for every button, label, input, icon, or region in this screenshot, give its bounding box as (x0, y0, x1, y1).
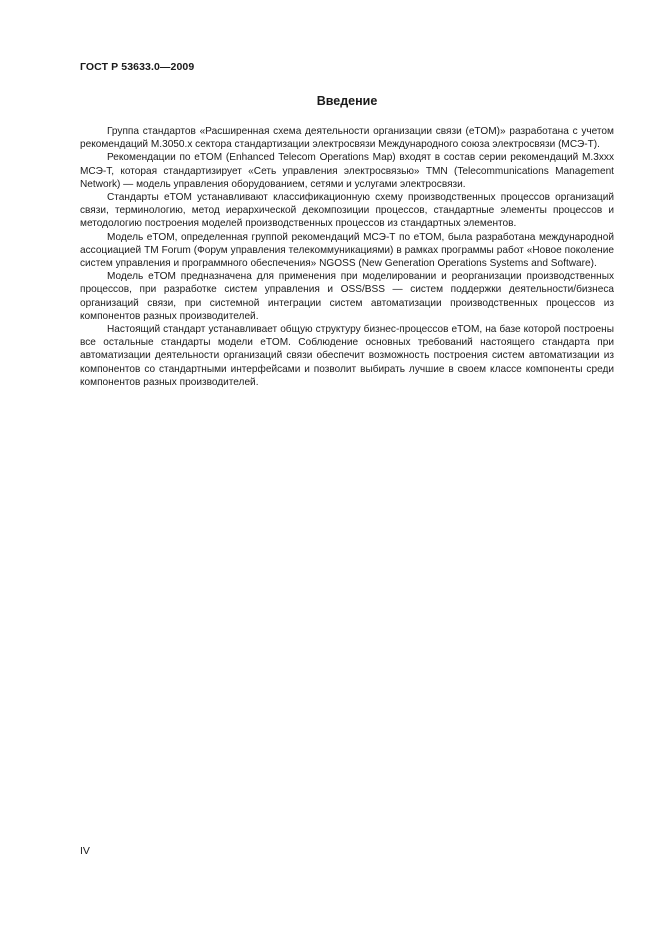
paragraph: Модель eTOM предназначена для применения при моделировании и реорганизации производственных процессов, при разработке систем управления и OSS/BSS — систем поддержки деятельности/бизнеса организаций связи, при системной интеграции систем автоматизации производственных процессов из компонентов разных производителей. (80, 271, 614, 322)
page-number: IV (80, 845, 90, 857)
section-title: Введение (316, 94, 378, 108)
standard-header: ГОСТ Р 53633.0—2009 (80, 61, 195, 73)
paragraph: Настоящий стандарт устанавливает общую структуру бизнес-процессов eTOM, на базе которой построены все остальные стандарты модели eTOM. Соблюдение основных требований настоящего стандарта при автоматизации деятельности организаций связи обеспечит возможность построения систем автоматизации из компонентов со стандартными интерфейсами и позволит выбирать лучшие в своем классе компоненты среди компонентов разных производителей. (80, 324, 614, 388)
paragraph: Рекомендации по eTOM (Enhanced Telecom Operations Map) входят в состав серии рекомендаций M.3xxx МСЭ-Т, которая стандартизирует «Сеть управления электросвязью» TMN (Telecommunications Management Network) — модель управления оборудованием, сетями и услугами электросвязи. (80, 152, 614, 190)
body-text (80, 125, 614, 389)
paragraph: Стандарты eTOM устанавливают классификационную схему производственных процессов организаций связи, терминологию, метод иерархической декомпозиции процессов, стандартные элементы процессов и методологию построения моделей производственных процессов из стандартных элементов. (80, 192, 614, 230)
paragraph: Группа стандартов «Расширенная схема деятельности организации связи (eTOM)» разработана с учетом рекомендаций M.3050.x сектора стандартизации электросвязи Международного союза электросвязи (МСЭ-Т). (80, 126, 614, 151)
paragraph: Модель eTOM, определенная группой рекомендаций МСЭ-Т по eTOM, была разработана международной ассоциацией TM Forum (Форум управления телекоммуникациями) в рамках программы работ «Новое поколение систем управления и программного обеспечения» NGOSS (New Generation Operations Systems and Software). (80, 231, 614, 270)
